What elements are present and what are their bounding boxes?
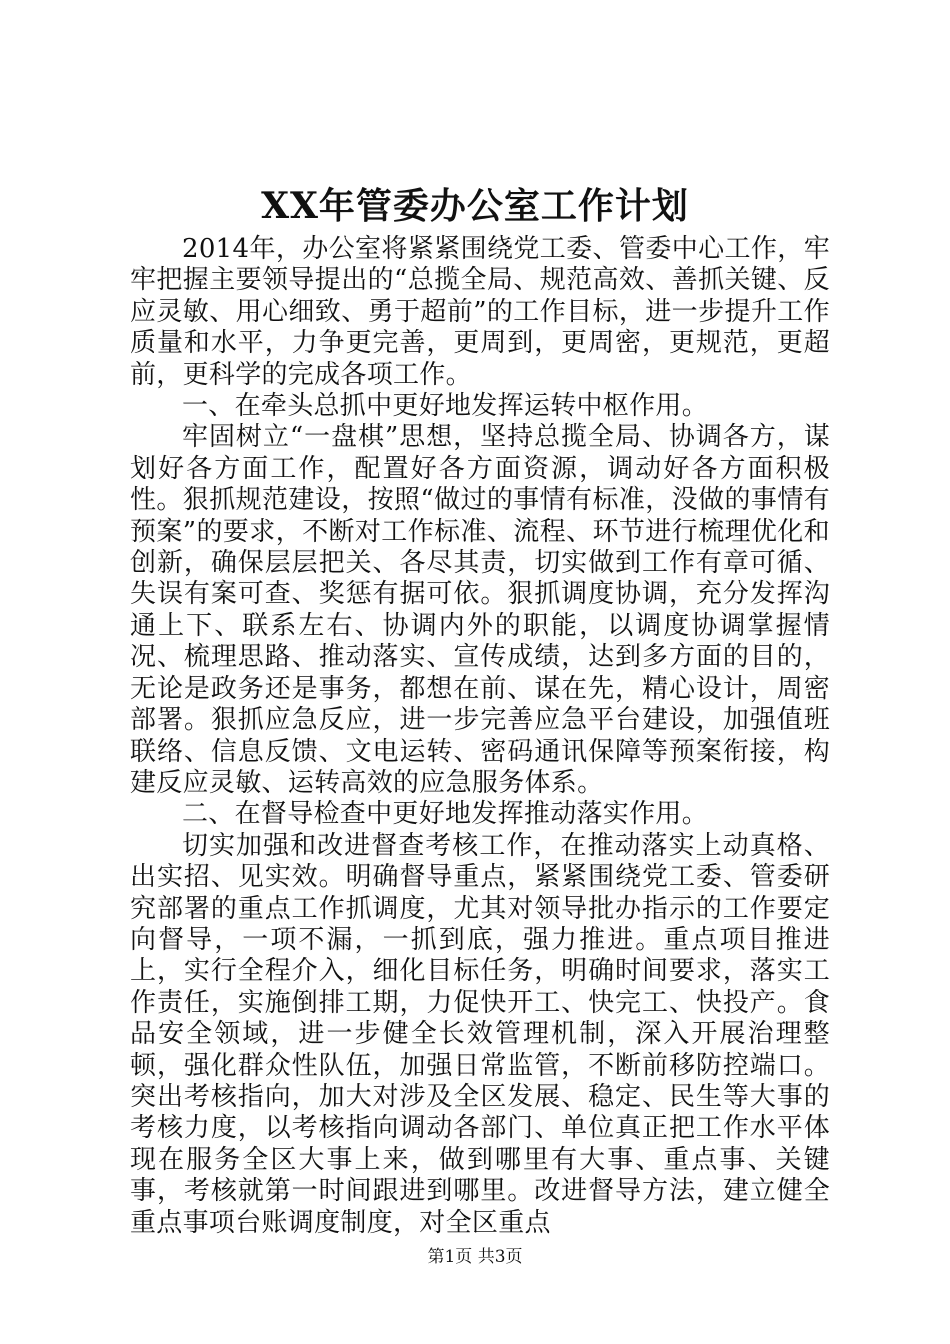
- document-title: XX年管委办公室工作计划: [261, 185, 689, 227]
- document-body: [130, 234, 830, 1239]
- paragraph-section-2: 切实加强和改进督查考核工作，在推动落实上动真格、出实招、见实效。明确督导重点，紧紧围绕党工委、管委研究部署的重点工作抓调度，尤其对领导批办指示的工作要定向督导，一项不漏，一抓到底，强力推进。重点项目推进上，实行全程介入，细化目标任务，明确时间要求，落实工作责任，实施倒排工期，力促快开工、快完工、快投产。食品安全领域，进一步健全长效管理机制，深入开展治理整顿，强化群众性队伍，加强日常监管，不断前移防控端口。突出考核指向，加大对涉及全区发展、稳定、民生等大事的考核力度，以考核指向调动各部门、单位真正把工作水平体现在服务全区大事上来，做到哪里有大事、重点事、关键事，考核就第一时间跟进到哪里。改进督导方法，建立健全重点事项台账调度制度，对全区重点: [130, 830, 830, 1238]
- section-heading-1: 一、在牵头总抓中更好地发挥运转中枢作用。: [182, 391, 709, 422]
- paragraph-section-1: 牢固树立“一盘棋”思想，坚持总揽全局、协调各方，谋划好各方面工作，配置好各方面资源，调动好各方面积极性。狠抓规范建设，按照“做过的事情有标准，没做的事情有预案”的要求，不断对工作标准、流程、环节进行梳理优化和创新，确保层层把关、各尽其责，切实做到工作有章可循、失误有案可查、奖惩有据可依。狠抓调度协调，充分发挥沟通上下、联系左右、协调内外的职能，以调度协调掌握情况、梳理思路、推动落实、宣传成绩，达到多方面的目的，无论是政务还是事务，都想在前、谋在先，精心设计，周密部署。狠抓应急反应，进一步完善应急平台建设，加强值班联络、信息反馈、文电运转、密码通讯保障等预案衔接，构建反应灵敏、运转高效的应急服务体系。: [130, 422, 830, 798]
- page-footer: 第1页 共3页: [427, 1247, 523, 1267]
- section-heading-2: 二、在督导检查中更好地发挥推动落实作用。: [182, 799, 709, 830]
- paragraph-intro: 2014年，办公室将紧紧围绕党工委、管委中心工作，牢牢把握主要领导提出的“总揽全局、规范高效、善抓关键、反应灵敏、用心细致、勇于超前”的工作目标，进一步提升工作质量和水平，力争更完善，更周到，更周密，更规范，更超前，更科学的完成各项工作。: [130, 234, 830, 390]
